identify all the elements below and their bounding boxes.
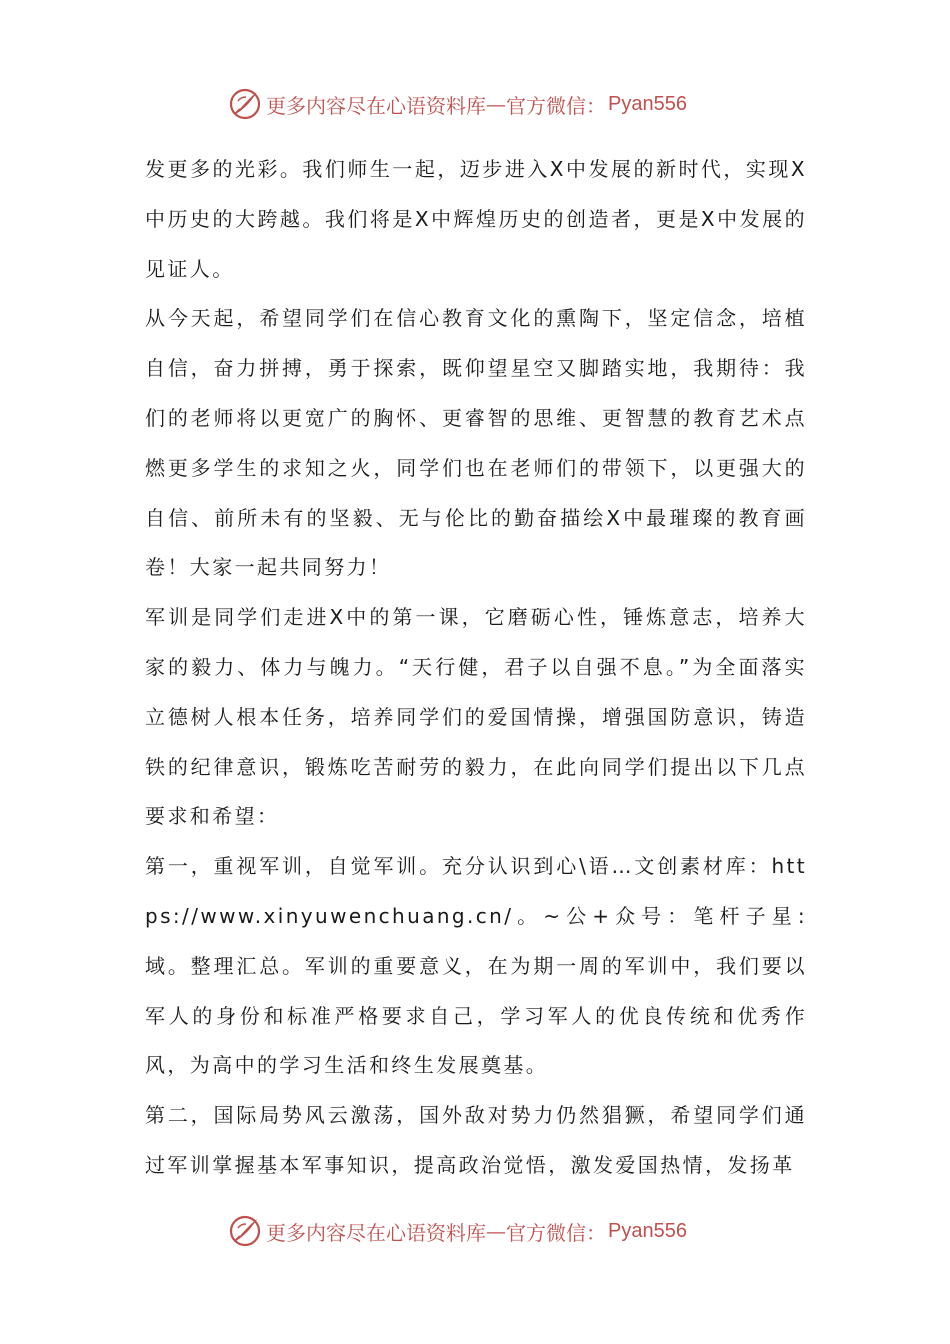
banner-wechat-label: 官方微信：: [506, 1220, 606, 1245]
banner-dash: —: [486, 1219, 506, 1243]
paragraph: 第二，国际局势风云激荡，国外敌对势力仍然猖獗，希望同学们通过军训掌握基本军事知识，提高政治觉悟，激发爱国热情，发扬革: [145, 1103, 807, 1177]
banner-title: 更多内容尽在心语资料库: [266, 1220, 486, 1245]
paragraph: 第一，重视军训，自觉军训。充分认识到心\语…文创素材库：https://www.xinyuwenchuang.cn/。~公+众号：笔杆子星:域。整理汇总。军训的重要意义，在为期一周的军训中，我们要以军人的身份和标准严格要求自己，学习军人的优良传统和优秀作风，为高中的学习生活和终生发展奠基。: [145, 854, 807, 1078]
document-body: [145, 145, 807, 1191]
header-banner: [228, 84, 687, 124]
quill-pen-logo-icon: [228, 87, 262, 121]
paragraph: 军训是同学们走进X中的第一课，它磨砺心性，锤炼意志，培养大家的毅力、体力与魄力。“天行健，君子以自强不息。”为全面落实立德树人根本任务，培养同学们的爱国情操，增强国防意识，铸造铁的纪律意识，锻炼吃苦耐劳的毅力，在此向同学们提出以下几点要求和希望：: [145, 605, 807, 829]
footer-banner: [228, 1211, 687, 1251]
paragraph: 从今天起，希望同学们在信心教育文化的熏陶下，坚定信念，培植自信，奋力拼搏，勇于探索，既仰望星空又脚踏实地，我期待：我们的老师将以更宽广的胸怀、更睿智的思维、更智慧的教育艺术点燃更多学生的求知之火，同学们也在老师们的带领下，以更强大的自信、前所未有的坚毅、无与伦比的勤奋描绘X中最璀璨的教育画卷！大家一起共同努力！: [145, 306, 807, 580]
paragraph: 发更多的光彩。我们师生一起，迈步进入X中发展的新时代，实现X中历史的大跨越。我们将是X中辉煌历史的创造者，更是X中发展的见证人。: [145, 157, 807, 281]
banner-wechat-label: 官方微信：: [506, 93, 606, 118]
banner-dash: —: [486, 92, 506, 116]
banner-title: 更多内容尽在心语资料库: [266, 93, 486, 118]
banner-wechat-id: Pyan556: [608, 92, 687, 115]
banner-wechat-id: Pyan556: [608, 1219, 687, 1242]
quill-pen-logo-icon: [228, 1214, 262, 1248]
